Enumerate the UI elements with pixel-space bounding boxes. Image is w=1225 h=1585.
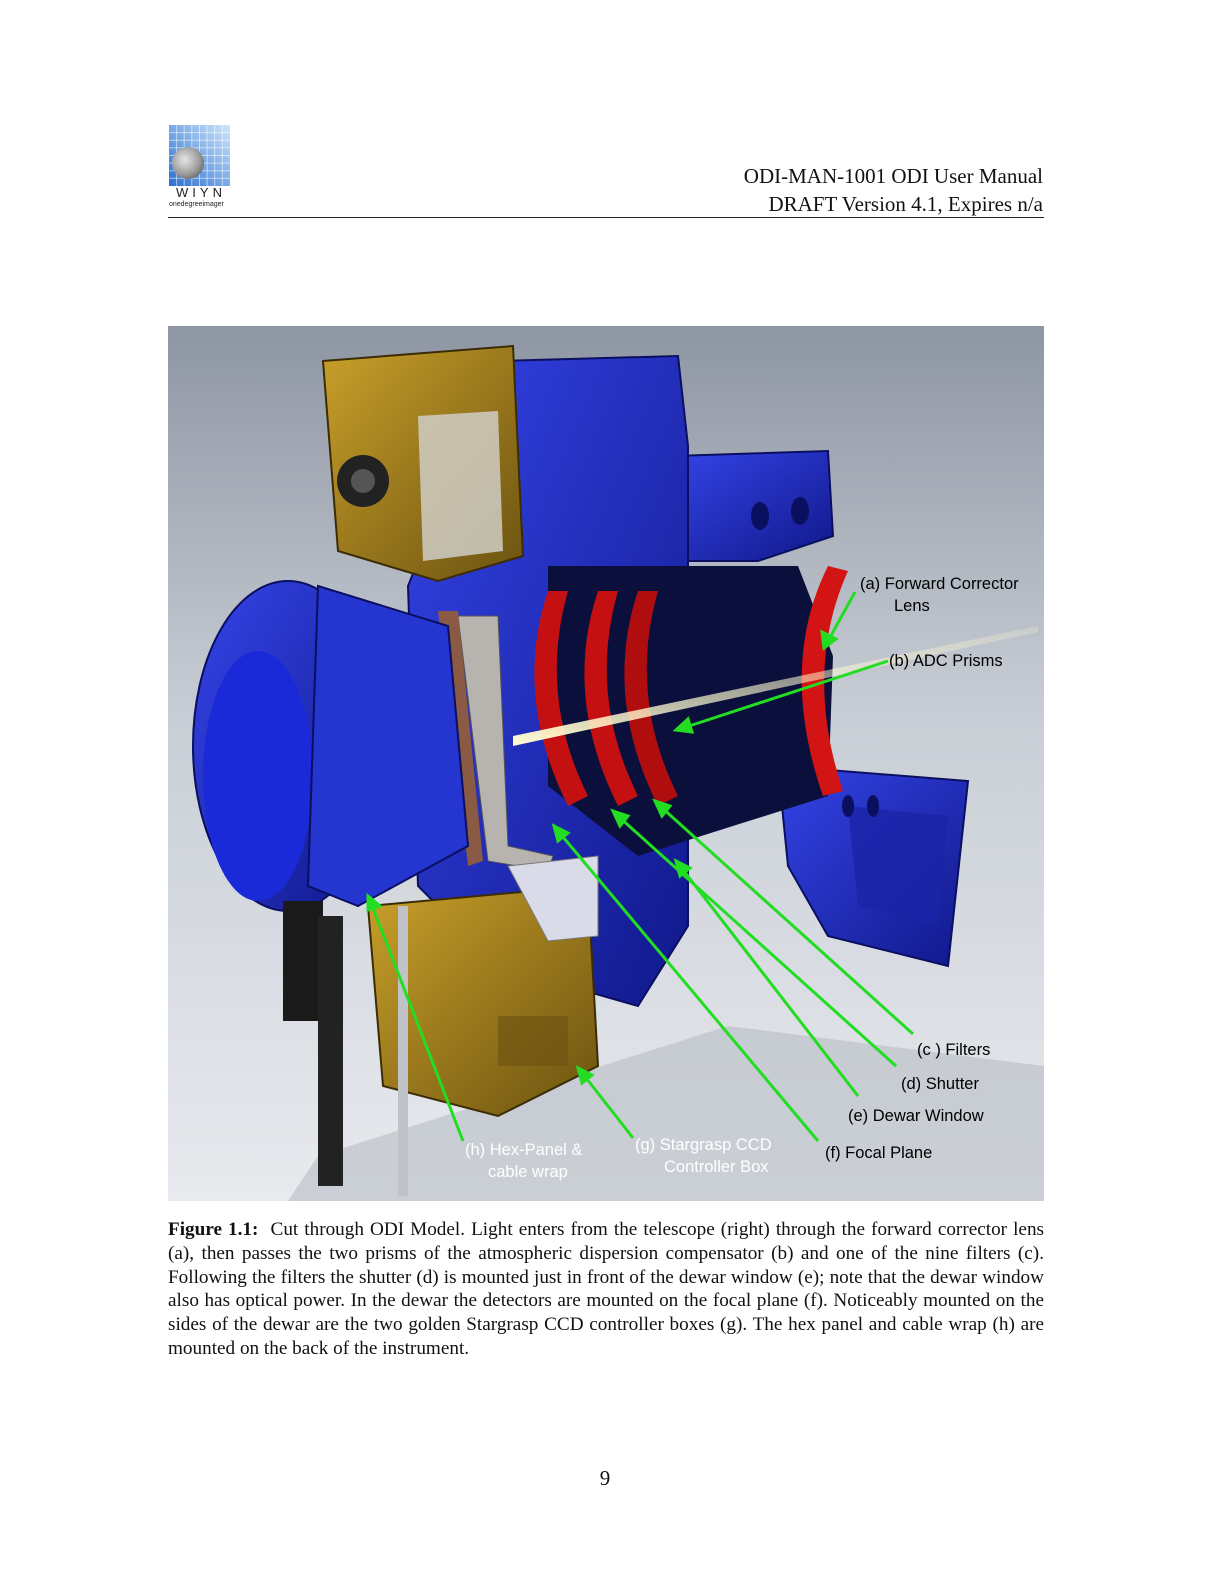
label-g-controller-box: Controller Box [664, 1158, 769, 1176]
caption-label: Figure 1.1: [168, 1219, 259, 1240]
header-rule [168, 217, 1044, 218]
wiyn-logo [169, 125, 233, 213]
header-doc-title: ODI-MAN-1001 ODI User Manual [743, 164, 1043, 188]
label-d-shutter: (d) Shutter [901, 1075, 979, 1093]
page-number: 9 [599, 1466, 611, 1490]
label-b-adc-prisms: (b) ADC Prisms [889, 652, 1003, 670]
label-h-hex-panel: (h) Hex-Panel & [465, 1141, 583, 1159]
caption-text: Cut through ODI Model. Light enters from the telescope (right) through the forward corrector lens (a), then passes the two prisms of the atmospheric dispersion compensator (b) and one of the nine filters (c). Following the filters the shutter (d) is mounted just in front of the dewar window (e); note that the dewar window also has optical power. In the dewar the detectors are mounted on the focal plane (f). Noticeably mounted on the sides of the dewar are the two golden Stargrasp CCD controller boxes (g). The hex panel and cable wrap (h) are mounted on the back of the instrument. [168, 1219, 1045, 1359]
odi-cutaway-image [168, 326, 1044, 1201]
label-g-stargrasp: (g) Stargrasp CCD [635, 1136, 772, 1154]
running-header [744, 162, 1043, 218]
label-f-focal-plane: (f) Focal Plane [825, 1144, 933, 1162]
logo-name: WIYN [176, 185, 226, 200]
header-version: DRAFT Version 4.1, Expires n/a [768, 192, 1043, 216]
label-h-cable-wrap: cable wrap [488, 1163, 568, 1181]
label-a-forward-corrector: (a) Forward Corrector [860, 575, 1019, 593]
moon-icon [172, 147, 204, 179]
figure-caption [168, 1218, 1044, 1361]
figure-odi-cutaway [168, 326, 1044, 1201]
logo-subtitle: onedegreeimager [169, 201, 224, 208]
label-c-filters: (c ) Filters [917, 1041, 991, 1059]
label-e-dewar-window: (e) Dewar Window [848, 1107, 984, 1125]
label-a-lens: Lens [894, 597, 930, 615]
